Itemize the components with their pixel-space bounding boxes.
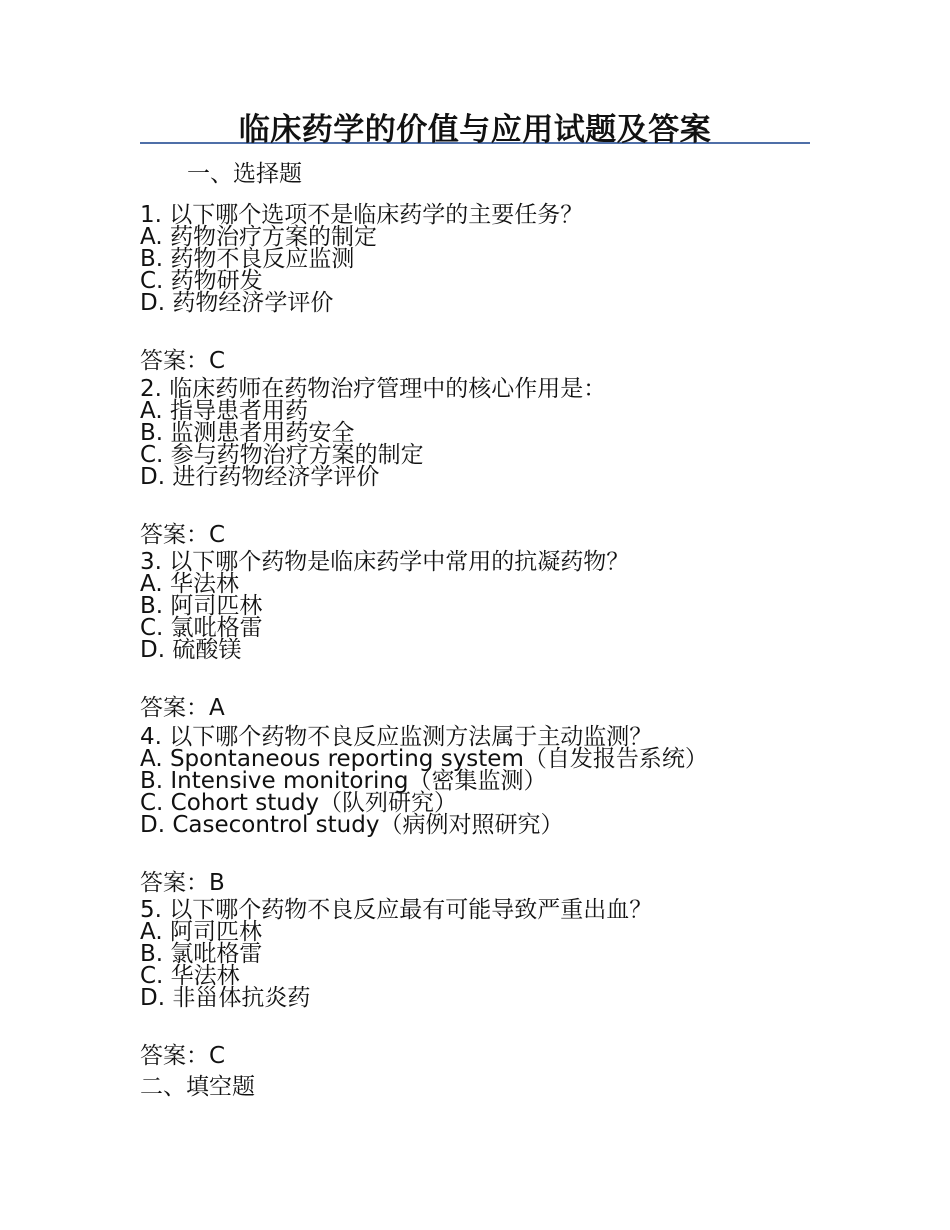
option-d: D. 硫酸镁 (140, 637, 242, 663)
question-5 (140, 899, 820, 1069)
option-d: D. 进行药物经济学评价 (140, 464, 380, 490)
question-stem: 5. 以下哪个药物不良反应最有可能导致严重出血？ (140, 897, 653, 923)
question-stem: 1. 以下哪个选项不是临床药学的主要任务？ (140, 202, 584, 228)
option-b: B. Intensive monitoring（密集监测） (140, 768, 547, 794)
answer-line: 答案：A (140, 695, 225, 721)
question-stem: 2. 临床药师在药物治疗管理中的核心作用是： (140, 376, 607, 402)
section-heading-choice: 一、选择题 (187, 161, 302, 187)
answer-line: 答案：C (140, 522, 226, 548)
option-c: C. 参与药物治疗方案的制定 (140, 442, 424, 468)
option-d: D. 药物经济学评价 (140, 290, 334, 316)
option-b: B. 阿司匹林 (140, 593, 263, 619)
option-a: A. 阿司匹林 (140, 919, 262, 945)
option-d: D. 非甾体抗炎药 (140, 985, 311, 1011)
option-a: A. 华法林 (140, 571, 239, 597)
option-c: C. 华法林 (140, 963, 240, 989)
option-a: A. 药物治疗方案的制定 (140, 224, 377, 250)
option-a: A. 指导患者用药 (140, 398, 308, 424)
option-c: C. 氯吡格雷 (140, 615, 263, 641)
option-a: A. Spontaneous reporting system（自发报告系统） (140, 746, 708, 772)
answer-line: 答案：C (140, 1043, 226, 1069)
document-title: 临床药学的价值与应用试题及答案 (238, 112, 712, 148)
answer-line: 答案：B (140, 870, 225, 896)
option-b: B. 氯吡格雷 (140, 941, 263, 967)
answer-line: 答案：C (140, 348, 226, 374)
option-d: D. Casecontrol study（病例对照研究） (140, 812, 564, 838)
option-b: B. 监测患者用药安全 (140, 420, 355, 446)
option-c: C. 药物研发 (140, 268, 263, 294)
question-2 (140, 378, 820, 548)
question-3 (140, 551, 820, 721)
option-b: B. 药物不良反应监测 (140, 246, 355, 272)
question-1 (140, 204, 820, 374)
section-heading-fill-blank: 二、填空题 (140, 1074, 255, 1100)
title-block (140, 100, 810, 148)
option-c: C. Cohort study（队列研究） (140, 790, 458, 816)
question-stem: 4. 以下哪个药物不良反应监测方法属于主动监测？ (140, 724, 653, 750)
question-4 (140, 726, 820, 896)
question-stem: 3. 以下哪个药物是临床药学中常用的抗凝药物？ (140, 549, 630, 575)
